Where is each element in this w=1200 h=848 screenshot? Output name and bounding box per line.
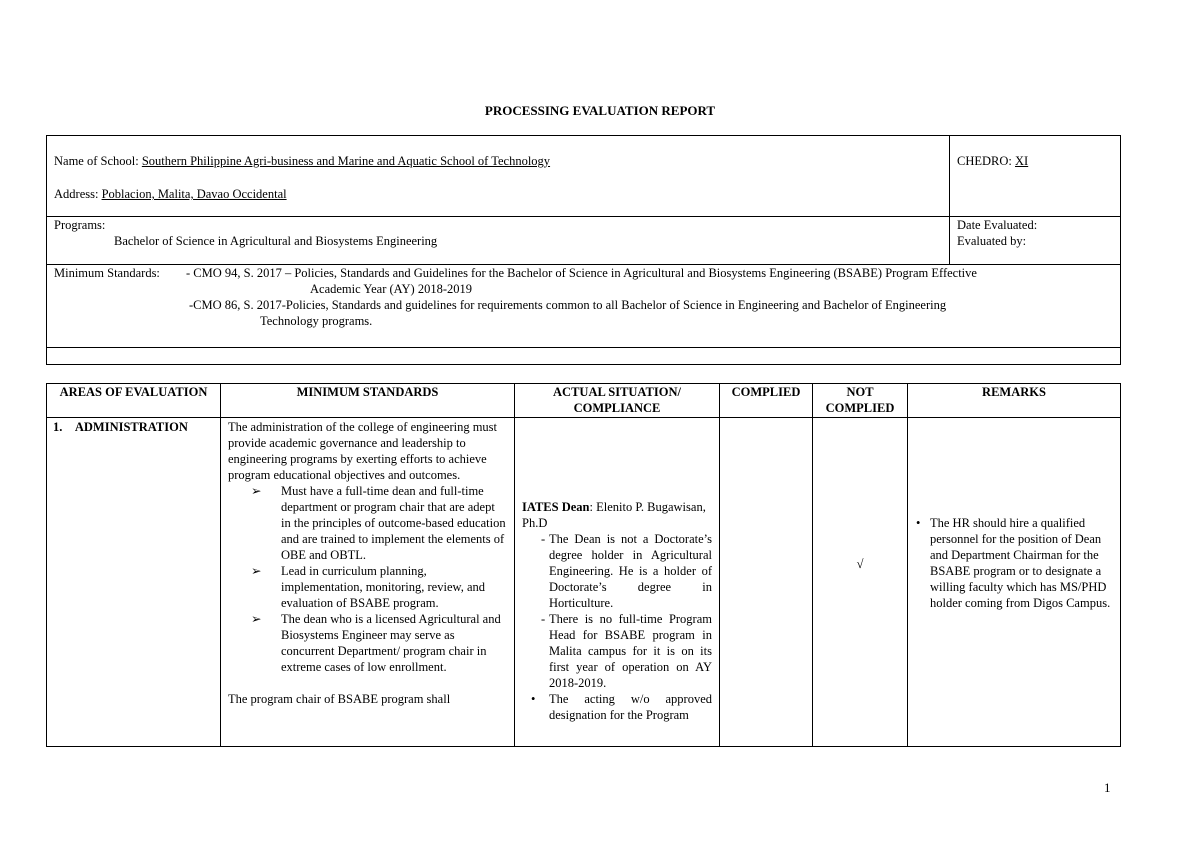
area-number: 1. [53, 420, 63, 434]
date-evaluated-label: Date Evaluated: [957, 218, 1038, 232]
area-cell [47, 418, 221, 747]
round-bullet-icon: • [916, 516, 921, 530]
evaluation-table [46, 383, 1121, 747]
list-item: ➢ Must have a full-time dean and full-time department or program chair that are adept in the principles of outcome-based education and are trained to implement the elements of OBE and OBTL. [251, 484, 506, 562]
empty-row [47, 348, 1121, 365]
page-number: 1 [1104, 780, 1111, 795]
col-not-complied: NOT COMPLIED [813, 384, 908, 418]
list-item: - The Dean is not a Doctorate’s degree holder in Agricultural Engineering. He is a holder of Doctorate’s degree in Horticulture. [541, 532, 712, 610]
dash-bullet: - [541, 612, 546, 626]
col-complied: COMPLIED [720, 384, 813, 418]
min-std-label: Minimum Standards: [54, 266, 160, 280]
col-actual: ACTUAL SITUATION/ COMPLIANCE [515, 384, 720, 418]
not-complied-cell [813, 418, 908, 747]
dash-bullet: - [541, 532, 546, 546]
table-row [47, 418, 1121, 747]
report-title: PROCESSING EVALUATION REPORT [484, 103, 716, 118]
actual-name: : Elenito P. Bugawisan, Ph.D [522, 500, 706, 530]
actual-label: IATES Dean [522, 500, 590, 514]
arrowhead-bullet-icon: ➢ [251, 612, 262, 626]
list-item: • The HR should hire a qualified personnel for the position of Dean and Department Chairman for the BSABE program or to designate a willing faculty which has MS/PHD holder coming from Digos Campus. [916, 516, 1111, 610]
check-mark-icon: √ [856, 557, 864, 571]
min-std-line1: - CMO 94, S. 2017 – Policies, Standards and Guidelines for the Bachelor of Science in Agricultural and Biosystems Engineering (BSABE) Program Effective [186, 266, 977, 280]
min-std-line2-cont: Technology programs. [260, 314, 373, 328]
school-info-table [46, 135, 1121, 365]
chedro-label: CHEDRO: [957, 154, 1012, 168]
round-bullet-icon: • [531, 692, 536, 706]
col-remarks: REMARKS [908, 384, 1121, 418]
list-item: ➢ The dean who is a licensed Agricultural and Biosystems Engineer may serve as concurrent Department/ program chair in extreme cases of low enrollment. [251, 612, 501, 674]
list-item: ➢ Lead in curriculum planning, implementation, monitoring, review, and evaluation of BSABE program. [251, 564, 486, 610]
address-label: Address: [54, 187, 99, 201]
min-std-line2: -CMO 86, S. 2017-Policies, Standards and guidelines for requirements common to all Bachelor of Science in Engineering and Bachelor of Engineering [189, 298, 947, 312]
list-item: • The acting w/o approved designation for the Program [531, 692, 712, 722]
standards-tail: The program chair of BSABE program shall [228, 692, 451, 706]
school-cell [47, 136, 950, 217]
min-std-line1-cont: Academic Year (AY) 2018-2019 [310, 282, 473, 296]
col-standards: MINIMUM STANDARDS [221, 384, 515, 418]
program-name: Bachelor of Science in Agricultural and Biosystems Engineering [114, 234, 438, 248]
col-areas: AREAS OF EVALUATION [47, 384, 221, 418]
standards-list [228, 483, 507, 675]
evaluated-by-label: Evaluated by: [957, 234, 1027, 248]
address-value: Poblacion, Malita, Davao Occidental [101, 187, 287, 201]
chedro-cell [950, 136, 1121, 217]
programs-cell [47, 217, 950, 265]
arrowhead-bullet-icon: ➢ [251, 564, 262, 578]
arrowhead-bullet-icon: ➢ [251, 484, 262, 498]
list-item: - There is no full-time Program Head for BSABE program in Malita campus for it is on its first year of operation on AY 2018-2019. [541, 612, 712, 690]
minimum-standards-cell [47, 265, 1121, 348]
area-name: ADMINISTRATION [74, 420, 188, 434]
remarks-list [916, 515, 1112, 611]
actual-dot-list [522, 691, 712, 723]
complied-cell [720, 418, 813, 747]
school-name: Southern Philippine Agri-business and Marine and Aquatic School of Technology [141, 154, 551, 168]
table-header-row [47, 384, 1121, 418]
actual-dash-list [522, 531, 712, 691]
programs-label: Programs: [54, 218, 106, 232]
standards-cell [221, 418, 515, 747]
actual-cell [515, 418, 720, 747]
chedro-value: XI [1015, 154, 1029, 168]
remarks-cell [908, 418, 1121, 747]
evaluation-info-cell [950, 217, 1121, 265]
school-label: Name of School: [54, 154, 139, 168]
standards-intro: The administration of the college of engineering must provide academic governance and leadership to engineering programs by exerting efforts to achieve program educational objectives and outcomes. [228, 420, 498, 482]
